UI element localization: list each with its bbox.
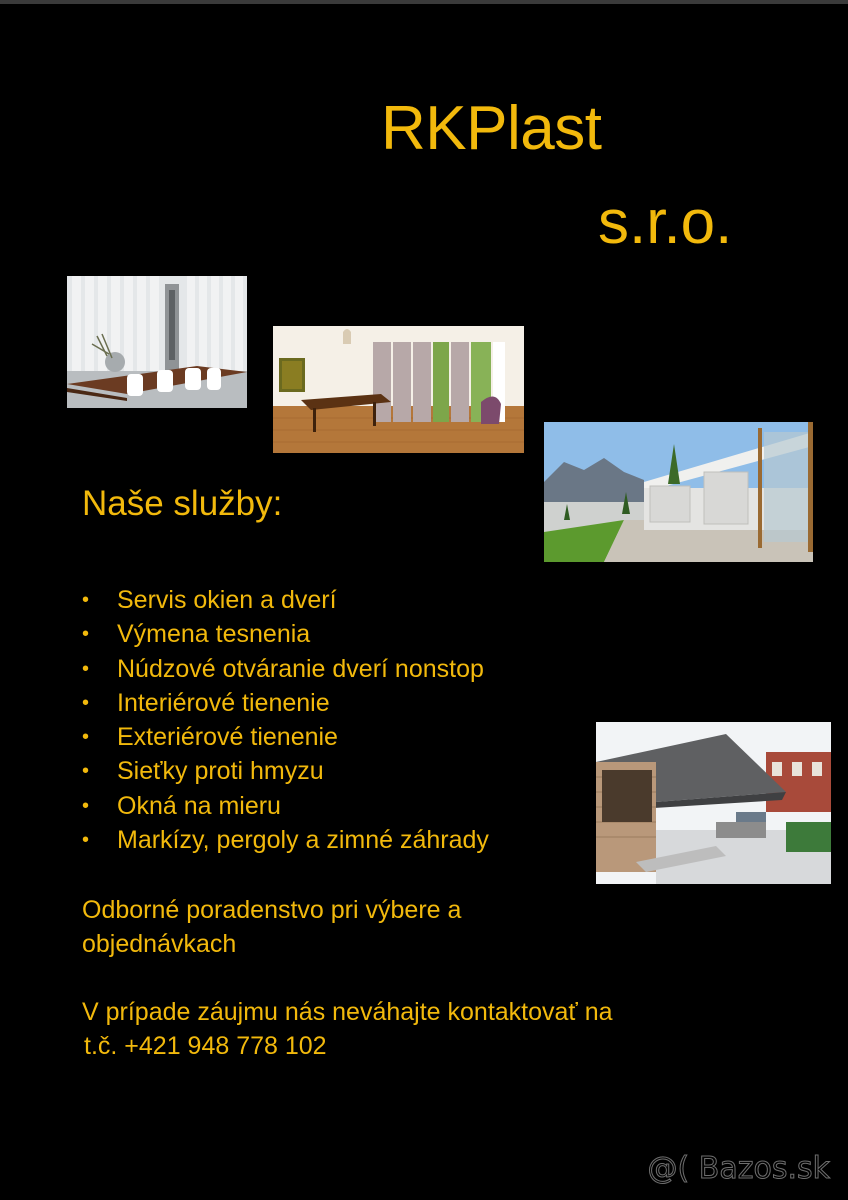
service-label: Servis okien a dverí xyxy=(117,586,337,614)
service-label: Markízy, pergoly a zimné záhrady xyxy=(117,826,489,855)
exterior-screen-blinds-terrace-photo xyxy=(544,422,813,562)
service-label: Núdzové otváranie dverí nonstop xyxy=(117,654,484,683)
bullet-icon: • xyxy=(82,623,90,646)
services-heading: Naše služby: xyxy=(82,484,283,523)
bullet-icon: • xyxy=(82,691,90,714)
bazos-watermark: @( Bazos.sk xyxy=(647,1151,830,1186)
service-label: Okná na mieru xyxy=(117,791,281,820)
service-label: Exteriérové tienenie xyxy=(117,723,338,752)
advice-text: Odborné poradenstvo pri výbere a objednávkach xyxy=(82,896,462,958)
interior-blinds-dining-photo xyxy=(67,276,247,408)
list-item xyxy=(82,789,489,823)
contact-phone: t.č. +421 948 778 102 xyxy=(84,1032,327,1060)
service-label: Interiérové tienenie xyxy=(117,688,330,717)
bullet-icon: • xyxy=(82,657,90,680)
company-name: RKPlast xyxy=(381,94,602,163)
bullet-icon: • xyxy=(82,726,90,749)
list-item xyxy=(82,823,489,857)
company-legal-form: s.r.o. xyxy=(598,188,733,257)
list-item xyxy=(82,583,489,617)
list-item xyxy=(82,686,489,720)
list-item xyxy=(82,754,489,788)
contact-text: V prípade záujmu nás neváhajte kontaktovať na xyxy=(82,998,613,1026)
bullet-icon: • xyxy=(82,589,90,611)
bullet-icon: • xyxy=(82,794,90,817)
service-label: Sieťky proti hmyzu xyxy=(117,757,324,786)
contact-block xyxy=(82,995,722,1063)
list-item xyxy=(82,720,489,754)
top-border xyxy=(0,0,848,4)
service-label: Výmena tesnenia xyxy=(117,620,311,649)
awning-terrace-photo xyxy=(596,722,831,884)
bullet-icon: • xyxy=(82,760,90,783)
list-item xyxy=(82,652,489,686)
bullet-icon: • xyxy=(82,829,90,852)
list-item xyxy=(82,617,489,651)
services-list xyxy=(82,583,489,857)
interior-panel-curtains-photo xyxy=(273,326,524,453)
